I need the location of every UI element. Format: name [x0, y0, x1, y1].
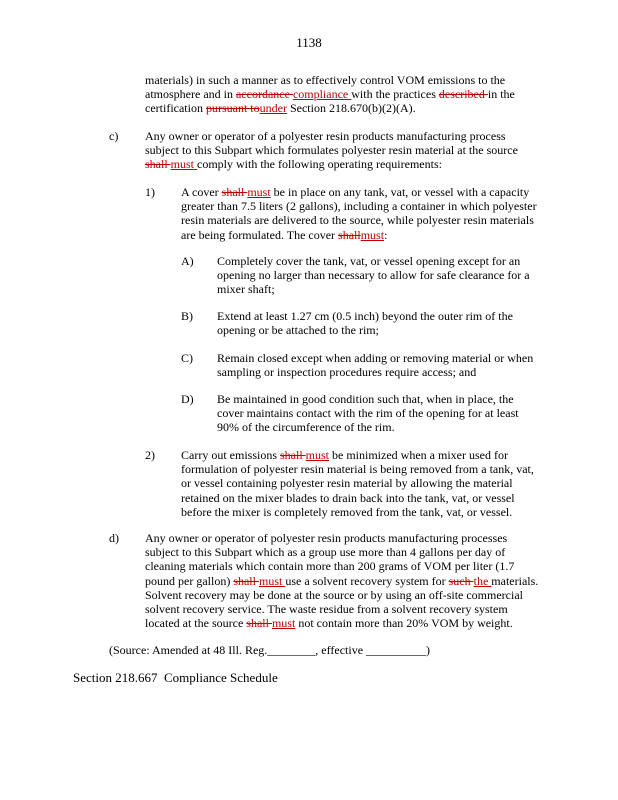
deleted-text: pursuant to [205, 101, 260, 116]
text-line: shall must comply with the following operating requirements: [145, 157, 442, 172]
deleted-text: shall [221, 185, 248, 199]
text-line: located at the source shall must not contain more than 20% VOM by weight. [145, 616, 513, 631]
clause-label-D: D) [181, 392, 194, 406]
clause-label-B: B) [181, 309, 193, 323]
text-line: Carry out emissions shall must be minimized when a mixer used for [181, 448, 508, 462]
text-line: greater than 7.5 liters (2 gallons), including a container in which polyester [181, 199, 537, 214]
inserted-text: must [305, 448, 330, 462]
clause-label-A: A) [181, 254, 194, 268]
inserted-text: under [259, 101, 287, 116]
text-line: opening no larger than necessary to allow for safe clearance for a [217, 268, 530, 283]
section-heading: Section 218.667 Compliance Schedule [73, 670, 278, 685]
text-line: retained on the mixer blades to drain back into the tank, vat, or vessel [181, 490, 515, 505]
deleted-text: shall [145, 157, 171, 172]
text-line: Any owner or operator of polyester resin products manufacturing processes [145, 531, 508, 545]
text-line: formulation of polyester resin material is being removed from a tank, vat, [181, 462, 534, 477]
text-line: or vessel containing polyester resin material by allowing the material [181, 476, 513, 491]
deleted-text: shall [338, 227, 361, 242]
text-line: subject to this Subpart which formulates polyester resin material at the source [145, 143, 518, 158]
text-line: opening or be attached to the rim; [217, 323, 379, 338]
subsection-c-text [145, 129, 518, 172]
text-line: are being formulated. The cover shallmust: [181, 227, 388, 242]
inserted-text: must [247, 185, 271, 199]
text-line: atmosphere and in accordance compliance with the practices described in the [145, 87, 515, 102]
text-line: mixer shaft; [217, 282, 275, 297]
inserted-text: must [258, 573, 286, 588]
text-line: sampling or inspection procedures require access; and [217, 365, 477, 380]
source-note: (Source: Amended at 48 Ill. Reg.________, effective __________) [109, 643, 431, 657]
text-line: certification pursuant tounder Section 218.670(b)(2)(A). [145, 101, 416, 116]
text-line: Extend at least 1.27 cm (0.5 inch) beyond the outer rim of the [217, 309, 513, 323]
clause-D-text [217, 392, 519, 435]
text-line: Any owner or operator of a polyester resin products manufacturing process [145, 129, 506, 143]
text-line: cover maintains contact with the rim of the opening for at least [217, 406, 519, 421]
text-line: resin materials are delivered to the source, while polyester resin materials [181, 213, 534, 228]
clause-B-text [217, 309, 513, 337]
text-line: solvent recovery service. The waste residue from a solvent recovery system [145, 602, 508, 617]
item-2-text [181, 448, 534, 519]
subsection-label-c: c) [109, 129, 119, 143]
text-line: A cover shall must be in place on any tank, vat, or vessel with a capacity [181, 185, 530, 199]
inserted-text: compliance [292, 87, 352, 102]
item-label-2: 2) [145, 448, 155, 462]
deleted-text: shall [280, 448, 306, 462]
page-number: 1138 [296, 35, 322, 50]
deleted-text: accordance [235, 87, 293, 102]
deleted-text: shall [233, 573, 259, 588]
inserted-text: must [170, 157, 198, 172]
text-line: Completely cover the tank, vat, or vessel opening except for an [217, 254, 521, 268]
subsection-d-text [145, 531, 538, 630]
text-line: before the mixer is completely removed from the tank, vat, or vessel. [181, 504, 513, 519]
inserted-text: must [360, 227, 385, 242]
text-line: Remain closed except when adding or removing material or when [217, 351, 534, 365]
text-line: cleaning materials which contain more than 200 grams of VOM per liter (1.7 [145, 559, 515, 574]
text-line: Be maintained in good condition such that, when in place, the [217, 392, 514, 406]
clause-A-text [217, 254, 530, 297]
intro-paragraph [145, 73, 515, 116]
item-label-1: 1) [145, 185, 155, 199]
text-line: subject to this Subpart which as a group use more than 4 gallons per day of [145, 545, 506, 560]
deleted-text: shall [246, 616, 272, 631]
inserted-text: must [271, 616, 296, 631]
text-line: materials) in such a manner as to effectively control VOM emissions to the [145, 73, 506, 87]
deleted-text: described [438, 87, 488, 102]
text-line: Solvent recovery may be done at the source or by using an off-site commercial [145, 587, 523, 602]
clause-label-C: C) [181, 351, 193, 365]
text-line: pound per gallon) shall must use a solvent recovery system for such the materials. [145, 573, 539, 588]
clause-C-text [217, 351, 533, 379]
text-line: 90% of the circumference of the rim. [217, 420, 395, 435]
item-1-text [181, 185, 537, 242]
subsection-label-d: d) [109, 531, 119, 545]
inserted-text: the [473, 573, 492, 588]
deleted-text: such [448, 573, 474, 588]
